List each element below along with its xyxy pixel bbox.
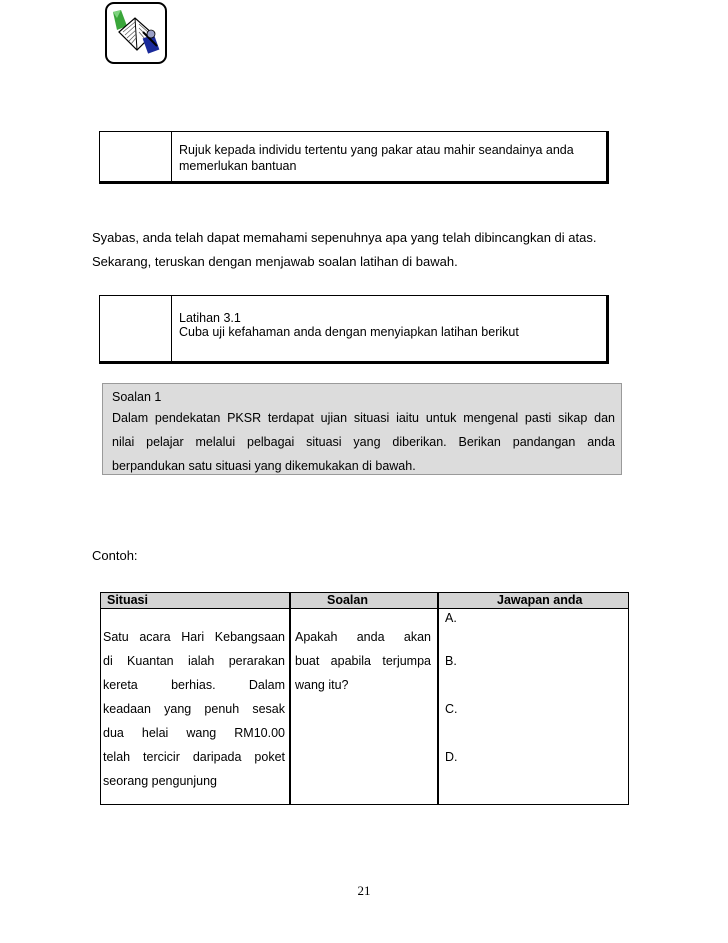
answer-option-c: C.	[445, 702, 458, 716]
situasi-line: keadaan yang penuh sesak	[103, 702, 285, 716]
congrats-text: Syabas, anda telah dapat memahami sepenuhnya apa yang telah dibincangkan di atas.	[92, 230, 597, 245]
question-line-2: nilai pelajar melalui pelbagai situasi yang diberikan. Berikan pandangan anda	[112, 435, 615, 449]
answer-option-b: B.	[445, 654, 457, 668]
soalan-line: buat apabila terjumpa	[295, 654, 431, 668]
question-box	[102, 383, 622, 475]
note-icon-cell	[100, 132, 172, 181]
situasi-line: telah tercicir daripada poket	[103, 750, 285, 764]
example-label: Contoh:	[92, 548, 138, 563]
situasi-line: di Kuantan ialah perarakan	[103, 654, 285, 668]
reference-note-box	[99, 131, 609, 184]
header-situasi: Situasi	[107, 593, 148, 607]
situation-table	[100, 592, 629, 805]
note-text-line-1: Rujuk kepada individu tertentu yang pakar atau mahir seandainya anda	[179, 143, 574, 157]
exercise-note-box	[99, 295, 609, 364]
header-soalan: Soalan	[327, 593, 368, 607]
exercise-instruction: Cuba uji kefahaman anda dengan menyiapkan latihan berikut	[179, 325, 519, 339]
question-title: Soalan 1	[112, 390, 162, 404]
situasi-line: kereta berhias. Dalam	[103, 678, 285, 692]
soalan-line: wang itu?	[295, 678, 349, 692]
situasi-line: seorang pengunjung	[103, 774, 217, 788]
instruction-text: Sekarang, teruskan dengan menjawab soalan latihan di bawah.	[92, 254, 458, 269]
soalan-line: Apakah anda akan	[295, 630, 431, 644]
situasi-line: dua helai wang RM10.00	[103, 726, 285, 740]
exercise-icon-cell	[100, 296, 172, 361]
header-jawapan: Jawapan anda	[497, 593, 583, 607]
situasi-line: Satu acara Hari Kebangsaan	[103, 630, 285, 644]
question-line-1: Dalam pendekatan PKSR terdapat ujian situasi iaitu untuk mengenal pasti sikap dan	[112, 411, 615, 425]
column-divider	[289, 593, 291, 804]
column-divider	[437, 593, 439, 804]
question-line-3: berpandukan satu situasi yang dikemukakan di bawah.	[112, 459, 416, 473]
page-number: 21	[357, 883, 371, 898]
answer-option-d: D.	[445, 750, 458, 764]
note-text-line-2: memerlukan bantuan	[179, 159, 297, 173]
exercise-title: Latihan 3.1	[179, 311, 241, 325]
answer-option-a: A.	[445, 611, 457, 625]
book-quill-logo-icon	[105, 2, 167, 64]
